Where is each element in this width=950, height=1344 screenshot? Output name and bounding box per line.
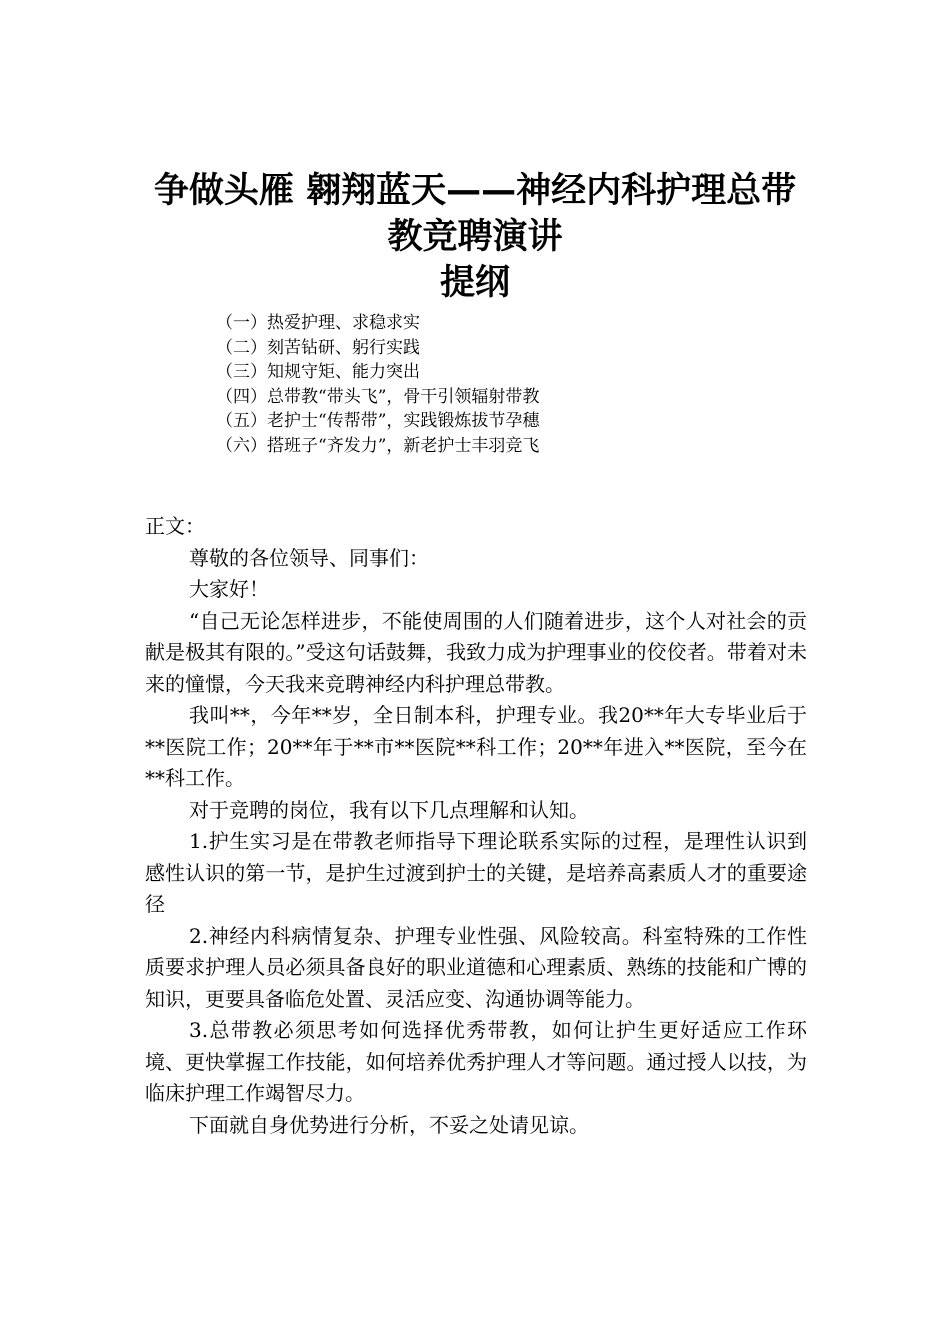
body-paragraph: 对于竞聘的岗位，我有以下几点理解和认知。 [189, 797, 589, 822]
salutation-paragraph: 尊敬的各位领导、同事们： [189, 545, 429, 570]
body-paragraph: 2.神经内科病情复杂、护理专业性强、风险较高。科室特殊的工作性质要求护理人员必须具备良好的职业道德和心理素质、熟练的技能和广博的知识，更要具备临危处置、灵活应变、沟通协调等能力。 [145, 923, 807, 1011]
outline-item: （六）搭班子“齐发力”，新老护士丰羽竞飞 [216, 435, 540, 456]
body-paragraph: 1.护生实习是在带教老师指导下理论联系实际的过程，是理性认识到感性认识的第一节，是护生过渡到护士的关键，是培养高素质人才的重要途径 [145, 829, 807, 916]
body-text [145, 511, 807, 1141]
outline-item: （五）老护士“传帮带”，实践锻炼拔节孕穗 [216, 411, 540, 431]
body-paragraph: 下面就自身优势进行分析，不妥之处请见谅。 [189, 1112, 589, 1137]
outline-item: （四）总带教“带头飞”，骨干引领辐射带教 [216, 386, 540, 407]
outline-item: （三）知规守矩、能力突出 [216, 362, 420, 382]
body-paragraph: 3.总带教必须思考如何选择优秀带教，如何让护生更好适应工作环境、更快掌握工作技能，如何培养优秀护理人才等问题。通过授人以技，为临床护理工作竭智尽力。 [145, 1018, 807, 1105]
document-title-line-3: 提纲 [439, 263, 510, 303]
body-paragraph: “自己无论怎样进步，不能使周围的人们随着进步，这个人对社会的贡献是极其有限的。”受这句话鼓舞，我致力成为护理事业的佼佼者。带着对未来的憧憬，今天我来竞聘神经内科护理总带教。 [145, 608, 807, 696]
outline-item: （一）热爱护理、求稳求实 [216, 313, 420, 333]
greeting-paragraph: 大家好！ [189, 577, 269, 601]
body-paragraph: 我叫**，今年**岁，全日制本科，护理专业。我20**年大专毕业后于**医院工作；20**年于**市**医院**科工作；20**年进入**医院，至今在**科工作。 [145, 703, 807, 790]
outline-list [216, 311, 539, 458]
document-title-line-2: 教竞聘演讲 [387, 217, 563, 257]
outline-item: （二）刻苦钻研、躬行实践 [216, 337, 420, 358]
document-title-line-1: 争做头雁 翱翔蓝天——神经内科护理总带 [153, 171, 797, 211]
body-label: 正文： [145, 514, 205, 538]
